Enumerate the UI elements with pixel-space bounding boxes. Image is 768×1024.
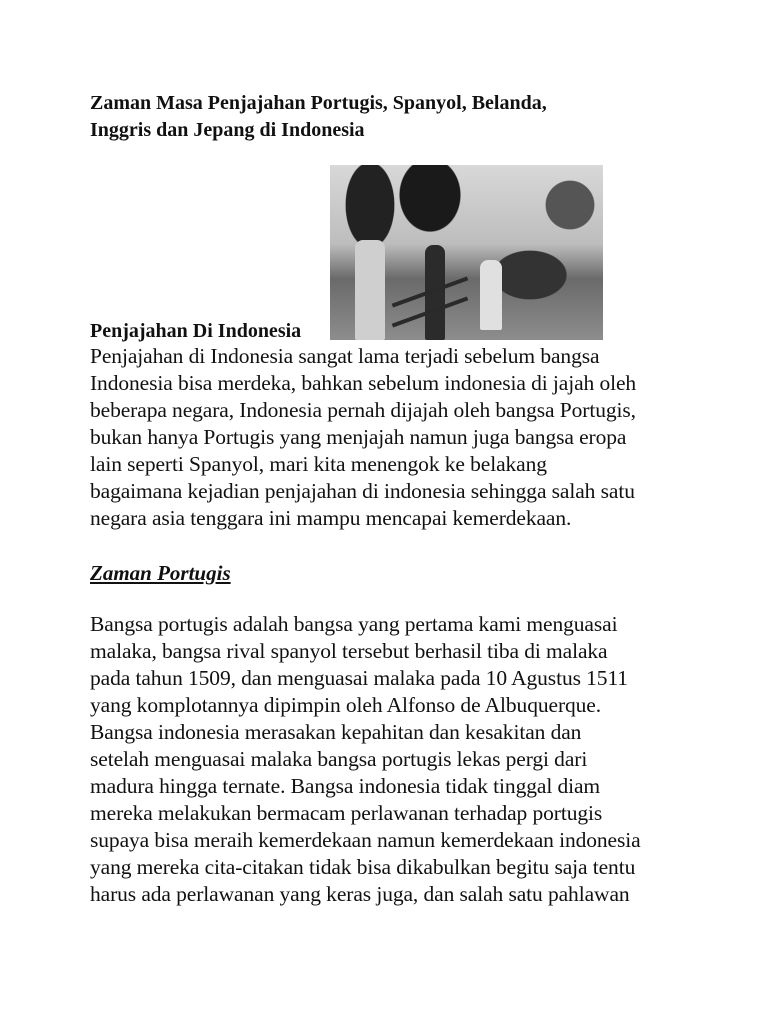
photo-figure xyxy=(355,240,385,340)
paragraph-line: negara asia tenggara ini mampu mencapai kemerdekaan. xyxy=(90,506,572,530)
paragraph-line: bukan hanya Portugis yang menjajah namun juga bangsa eropa xyxy=(90,425,627,449)
paragraph-line: Bangsa portugis adalah bangsa yang pertama kami menguasai xyxy=(90,612,618,636)
document-title-line: Zaman Masa Penjajahan Portugis, Spanyol, Belanda, xyxy=(90,92,547,114)
paragraph-line: harus ada perlawanan yang keras juga, dan salah satu pahlawan xyxy=(90,882,630,906)
historical-photo xyxy=(330,165,603,340)
paragraph-line: Indonesia bisa merdeka, bahkan sebelum indonesia di jajah oleh xyxy=(90,371,637,395)
section-heading: Penjajahan Di Indonesia xyxy=(90,320,302,342)
paragraph-line: madura hingga ternate. Bangsa indonesia tidak tinggal diam xyxy=(90,774,601,798)
paragraph-line: malaka, bangsa rival spanyol tersebut berhasil tiba di malaka xyxy=(90,639,608,663)
paragraph-line: lain seperti Spanyol, mari kita menengok ke belakang xyxy=(90,452,547,476)
paragraph-line: yang mereka cita-citakan tidak bisa dikabulkan begitu saja tentu xyxy=(90,855,636,879)
paragraph-line: yang komplotannya dipimpin oleh Alfonso de Albuquerque. xyxy=(90,693,602,717)
document-title-line: Inggris dan Jepang di Indonesia xyxy=(90,119,365,141)
paragraph-line: bagaimana kejadian penjajahan di indonesia sehingga salah satu xyxy=(90,479,635,503)
paragraph-line: supaya bisa meraih kemerdekaan namun kemerdekaan indonesia xyxy=(90,828,641,852)
paragraph-line: setelah menguasai malaka bangsa portugis lekas pergi dari xyxy=(90,747,588,771)
section-heading: Zaman Portugis xyxy=(90,561,231,585)
paragraph-line: Bangsa indonesia merasakan kepahitan dan kesakitan dan xyxy=(90,720,582,744)
paragraph-line: beberapa negara, Indonesia pernah dijajah oleh bangsa Portugis, xyxy=(90,398,636,422)
photo-figure xyxy=(480,260,502,330)
paragraph-line: pada tahun 1509, dan menguasai malaka pada 10 Agustus 1511 xyxy=(90,666,628,690)
paragraph-line: Penjajahan di Indonesia sangat lama terjadi sebelum bangsa xyxy=(90,344,600,368)
paragraph-line: mereka melakukan bermacam perlawanan terhadap portugis xyxy=(90,801,603,825)
